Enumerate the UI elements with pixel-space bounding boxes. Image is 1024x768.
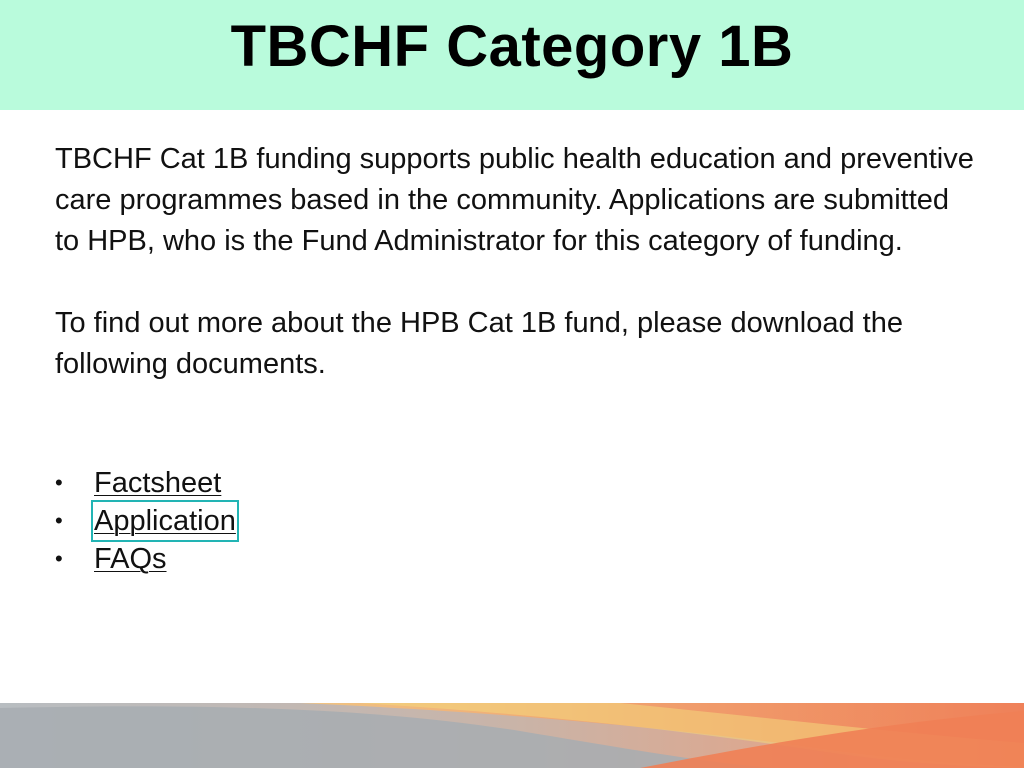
document-links-list — [55, 464, 237, 578]
title-bar — [0, 0, 1024, 110]
faqs-link[interactable]: FAQs — [94, 543, 167, 575]
list-item — [55, 464, 237, 502]
application-link[interactable]: Application — [93, 502, 237, 540]
list-item — [55, 502, 237, 540]
bullet-icon: • — [55, 546, 63, 571]
footer-decoration — [0, 703, 1024, 768]
bullet-icon: • — [55, 508, 63, 533]
list-item — [55, 540, 237, 578]
download-paragraph: To find out more about the HPB Cat 1B fund, please download the following documents. — [55, 307, 903, 380]
factsheet-link[interactable]: Factsheet — [94, 467, 222, 499]
bullet-icon: • — [55, 470, 63, 495]
intro-paragraph: TBCHF Cat 1B funding supports public health education and preventive care programmes based in the community. Applications are submitted to HPB, who is the Fund Administrator for this category of funding. — [55, 143, 974, 257]
slide-body — [55, 139, 975, 385]
slide-title: TBCHF Category 1B — [230, 13, 794, 79]
